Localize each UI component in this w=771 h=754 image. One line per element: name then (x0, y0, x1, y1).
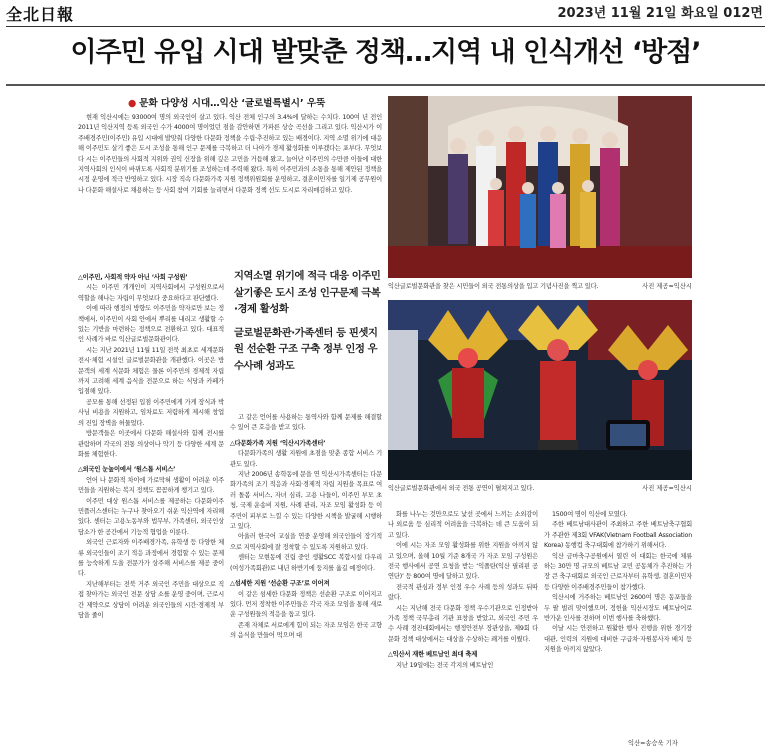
body-paragraph: 지난해부터는 전북 거주 외국인 주민을 대상으로 직접 찾아가는 외국인 전문 상담 소를 운영 중이며, 근로시간 제약으로 상담이 어려운 외국인들의 시간·경제적 부담을 줄이 (78, 580, 224, 619)
body-paragraph: 시는 지난 2021년 11월 11일 전북 최초로 세계문화 전시·체험 시설인 글로벌문화관을 개관했다. 이곳은 방문객의 세계 식문화 체험은 물론 이주민의 경제적 자립까지 고려해 세계 음식을 전문으로 하는 식당과 카페가 입점해 있다. (78, 346, 224, 396)
column-1 (78, 268, 224, 746)
pull-quote (234, 268, 382, 374)
photo-performance-image (388, 300, 692, 480)
byline: 익산=송승욱 기자 (628, 740, 678, 747)
body-paragraph: 공모를 통해 선정된 입점 이주민에게 가게 장식과 박사님 비용을 지원하고, 임차료도 저렴하게 제시해 창업의 진입 장벽을 허물었다. (78, 398, 224, 427)
body-paragraph: 이날 시는 안전하고 원활한 행사 진행을 위한 경기장 대관, 인력의 지원에 대비한 구급차·자원봉사자 배치 등 지원을 아끼지 않았다. (544, 625, 692, 654)
body-paragraph: 이 같은 섬세한 다문화 정책은 선순환 구조로 이어지고 있다. 먼저 정착한 이주민들은 각국 자조 모임을 통해 새로운 구성원들의 적응을 돕고 있다. (230, 590, 382, 619)
column-4 (544, 510, 692, 746)
section-heading: △이주민, 사회적 약자 아닌 ‘사회 구성원’ (78, 274, 188, 281)
body-paragraph: 익산시에 거주하는 베트남인 2600여 명은 동포들을 두 팔 벌려 맞이했으며, 정헌율 익산시장도 베트남어로 반가운 인사를 전하며 이번 행사를 축하했다. (544, 594, 692, 623)
section-heading: △익산서 재한 베트남인 최대 축제 (388, 651, 478, 659)
section-heading: △섬세한 지원 ‘선순환 구조’로 이어져 (230, 580, 330, 588)
pull-quote-1: 지역소멸 위기에 적극 대응 이주민 살기좋은 도시 조성 인구문제 극복·경제 활성화 (234, 270, 381, 315)
photo-costumes-caption: 익산글로벌문화관을 찾은 시민들이 외국 전통의상을 입고 기념사진을 찍고 있다. (388, 283, 599, 290)
body-paragraph: 센터는 모현동에 건립 중인 생활SCC 복합시설 다우리(여성가족회관)로 내년 하반기에 둥지를 옮길 예정이다. (230, 554, 382, 572)
issue-date: 2023년 11월 21일 화요일 012면 (557, 6, 763, 21)
column-3 (388, 510, 538, 746)
body-paragraph: 이에 시는 자조 모임 활성화를 위한 지원을 아끼지 않고 있으며, 올해 10월 기준 8개국 가 자조 모임 구성원은 전국 행사에서 공연 요청을 받는 ‘익폴탄(익산 필리핀 공연단)’ 등 800여 명에 달하고 있다. (388, 542, 538, 581)
body-paragraph: 익산 금마축구공원에서 열린 이 대회는 한국에 체류하는 30만 명 규모의 베트남 교민 공동체가 추진하는 가장 큰 축구대회로 외국인 근로자부터 유학생, 결혼이민자 등 다양한 이주배경주민들이 참가했다. (544, 552, 692, 591)
top-rule (6, 26, 765, 27)
lead-paragraph (78, 113, 382, 273)
photo-costumes (388, 96, 692, 278)
photo-performance-caption: 익산글로벌문화관에서 외국 전통 공연이 펼쳐지고 있다. (388, 485, 535, 492)
photo-performance (388, 300, 692, 480)
headline: 이주민 유입 시대 발맞춘 정책…지역 내 인식개선 ‘방점’ (70, 37, 701, 68)
masthead (0, 0, 771, 26)
body-paragraph: 지난 2006년 송학동에 문을 연 익산시가족센터는 다문화가족의 조기 적응과 사회·경제적 자립 지원을 목표로 여러 돌봄 서비스, 자녀 심리, 고용 나들이, 이주민 부모 초청, 국제 운송비 지원, 사례 관리, 자조 모임 활성화 등 이주민이 피부로 느낄 수 있는 다양한 시책을 발굴해 시행하고 있다. (230, 471, 382, 531)
body-paragraph: 시는 지난해 전국 다문화 정책 우수기관으로 인정받아 가족 정책 국무총리 기관 표창을 받았고, 외국인 주민 우수 사례 경진대회에서는 행정안전부 장관상을, 제9회 다문화 정책 대상에서는 대상을 수상하는 쾌거를 이뤘다. (388, 604, 538, 643)
body-paragraph: 1500여 명이 익산에 모였다. (552, 511, 628, 518)
body-paragraph: 지난 19일에는 전국 각지의 베트남인 (396, 661, 494, 669)
body-paragraph: 화를 나누는 것만으로도 낯선 곳에서 느끼는 소외감이나 외로움 등 심리적 어려움을 극복하는 데 큰 도움이 되고 있다. (388, 511, 538, 539)
body-paragraph: 아울러 한국어 교실을 연중 운영해 외국인들이 장기적으로 지역사회에 잘 정착할 수 있도록 지원하고 있다. (230, 533, 382, 551)
body-paragraph: 이에 따라 행정의 방향도 이주민을 약자로만 보는 정책에서, 이주민이 사회 안에서 뿌리를 내리고 생활할 수 있는 기반을 마련하는 정책으로 전환하고 있다. 대표적인 사례가 바로 익산글로벌문화관이다. (78, 305, 224, 344)
body-paragraph: 전국적 관심과 정부 인정 우수 사례 등의 성과도 뒤따랐다. (388, 583, 538, 602)
newspaper-logo: 全北日報 (6, 5, 75, 24)
lead-text: 현재 익산시에는 93000여 명의 외국인이 살고 있다. 익산 전체 인구의 3.4%에 달하는 수치다. 100여 년 전인 2011년 익산지역 등록 외국인 수가 4000여 명이었던 점을 감안하면 가파른 상승 곡선을 그리고 있다. 익산시가 이주배경주민(이주민) 유입 시대에 발맞춰 다양한 다문화 정책을 수립·추진하고 있는 배경이다. 지역 소멸 위기에 대응해 이주민도 살기 좋은 도시 조성을 통해 인구 문제를 극복하고 더 나아가 경제 활성화를 이루겠다는 포부다. 무엇보다 시는 이주민들의 사회적 지위와 권익 신장을 위해 깊은 고민을 거듭해 왔고, 늘어난 이주민의 수만큼 이들에 대한 지역사회의 인식이 바뀌도록 사회적 분위기를 조성하는데 주력해 왔다. 특히 이주민과의 소통을 통해 제안된 정책을 시정 운영에 적극 반영하고 있다. 시장 직속 다문화가족 지원 정책위원회를 운영하고, 결혼이민자를 일기제 공무원이나 다문화 해설사로 채용하는 등 사회 참여 기회를 늘리면서 다문화 정책 선도 도시로 자리매김하고 있다. (78, 114, 382, 194)
body-paragraph: 고 같은 언어를 사용하는 통역사와 함께 문제를 해결할 수 있어 큰 호응을 받고 있다. (230, 414, 382, 432)
body-paragraph: 언어 나 문화적 차이에 가로막혀 생활이 어려운 이주민들을 지원하는 복지 정책도 꼼꼼하게 챙기고 있다. (78, 476, 224, 495)
column-2 (230, 413, 382, 746)
body-paragraph: 외국인 근로자와 이주배경가족, 유학생 등 다양한 체류 외국인들이 조기 적응 과정에서 경험할 수 있는 문제를 능숙하게 도울 전문가가 상주해 서비스를 제공 중이다. (78, 539, 224, 578)
body-paragraph: 방문객들은 이곳에서 다문화 해설사와 함께 전시를 관람하며 각국의 전통 의상이나 악기 등 다양한 세계 문화를 체험한다. (78, 430, 224, 458)
headline-rule (6, 84, 765, 86)
body-paragraph: 시는 이주민 개개인이 지역사회에서 구성원으로서 역할을 해나는 자립이 무엇보다 중요하다고 판단했다. (78, 284, 224, 302)
subhead (128, 95, 325, 109)
photo-performance-credit: 사진 제공=익산시 (642, 485, 692, 492)
body-paragraph: 다문화가족의 생활 지원에 초점을 맞춘 종합 서비스 기관도 있다. (230, 450, 382, 468)
photo-costumes-credit: 사진 제공=익산시 (642, 283, 692, 290)
body-paragraph: 주한 베트남대사관이 주최하고 주한 베트남축구협회가 주관한 제3회 VFAK(Vietnam Football Association Korea) 동행컵 축구대회에 참가하기 위해서다. (544, 521, 692, 550)
subhead-text: 문화 다양성 시대…익산 ‘글로벌특별시’ 우뚝 (139, 98, 326, 109)
photo-costumes-image (388, 96, 692, 278)
body-paragraph: 이주민 대상 원스톱 서비스를 제공하는 다문화이주민플러스센터는 누구나 찾아오기 쉬운 익산역에 자리해 있다. 센터는 고용노동부와 법무부, 가족센터, 외국인상담소가 한 공간에서 기능적 협업을 이룬다. (78, 497, 224, 536)
pull-quote-2: 글로벌문화관·가족센터 등 핀셋지원 선순환 구조 구축 정부 인정 우수사례 성과도 (234, 326, 378, 372)
section-heading: △다문화가족 지원 ‘익산시가족센터’ (230, 439, 326, 447)
section-heading: △외국인 눈높이에서 ‘원스톱 서비스’ (78, 466, 176, 474)
bullet-icon: ● (128, 98, 137, 109)
body-paragraph: 존재 자체로 서로에게 힘이 되는 자조 모임은 한국 고향의 음식을 만들어 먹으며 대 (230, 621, 382, 640)
